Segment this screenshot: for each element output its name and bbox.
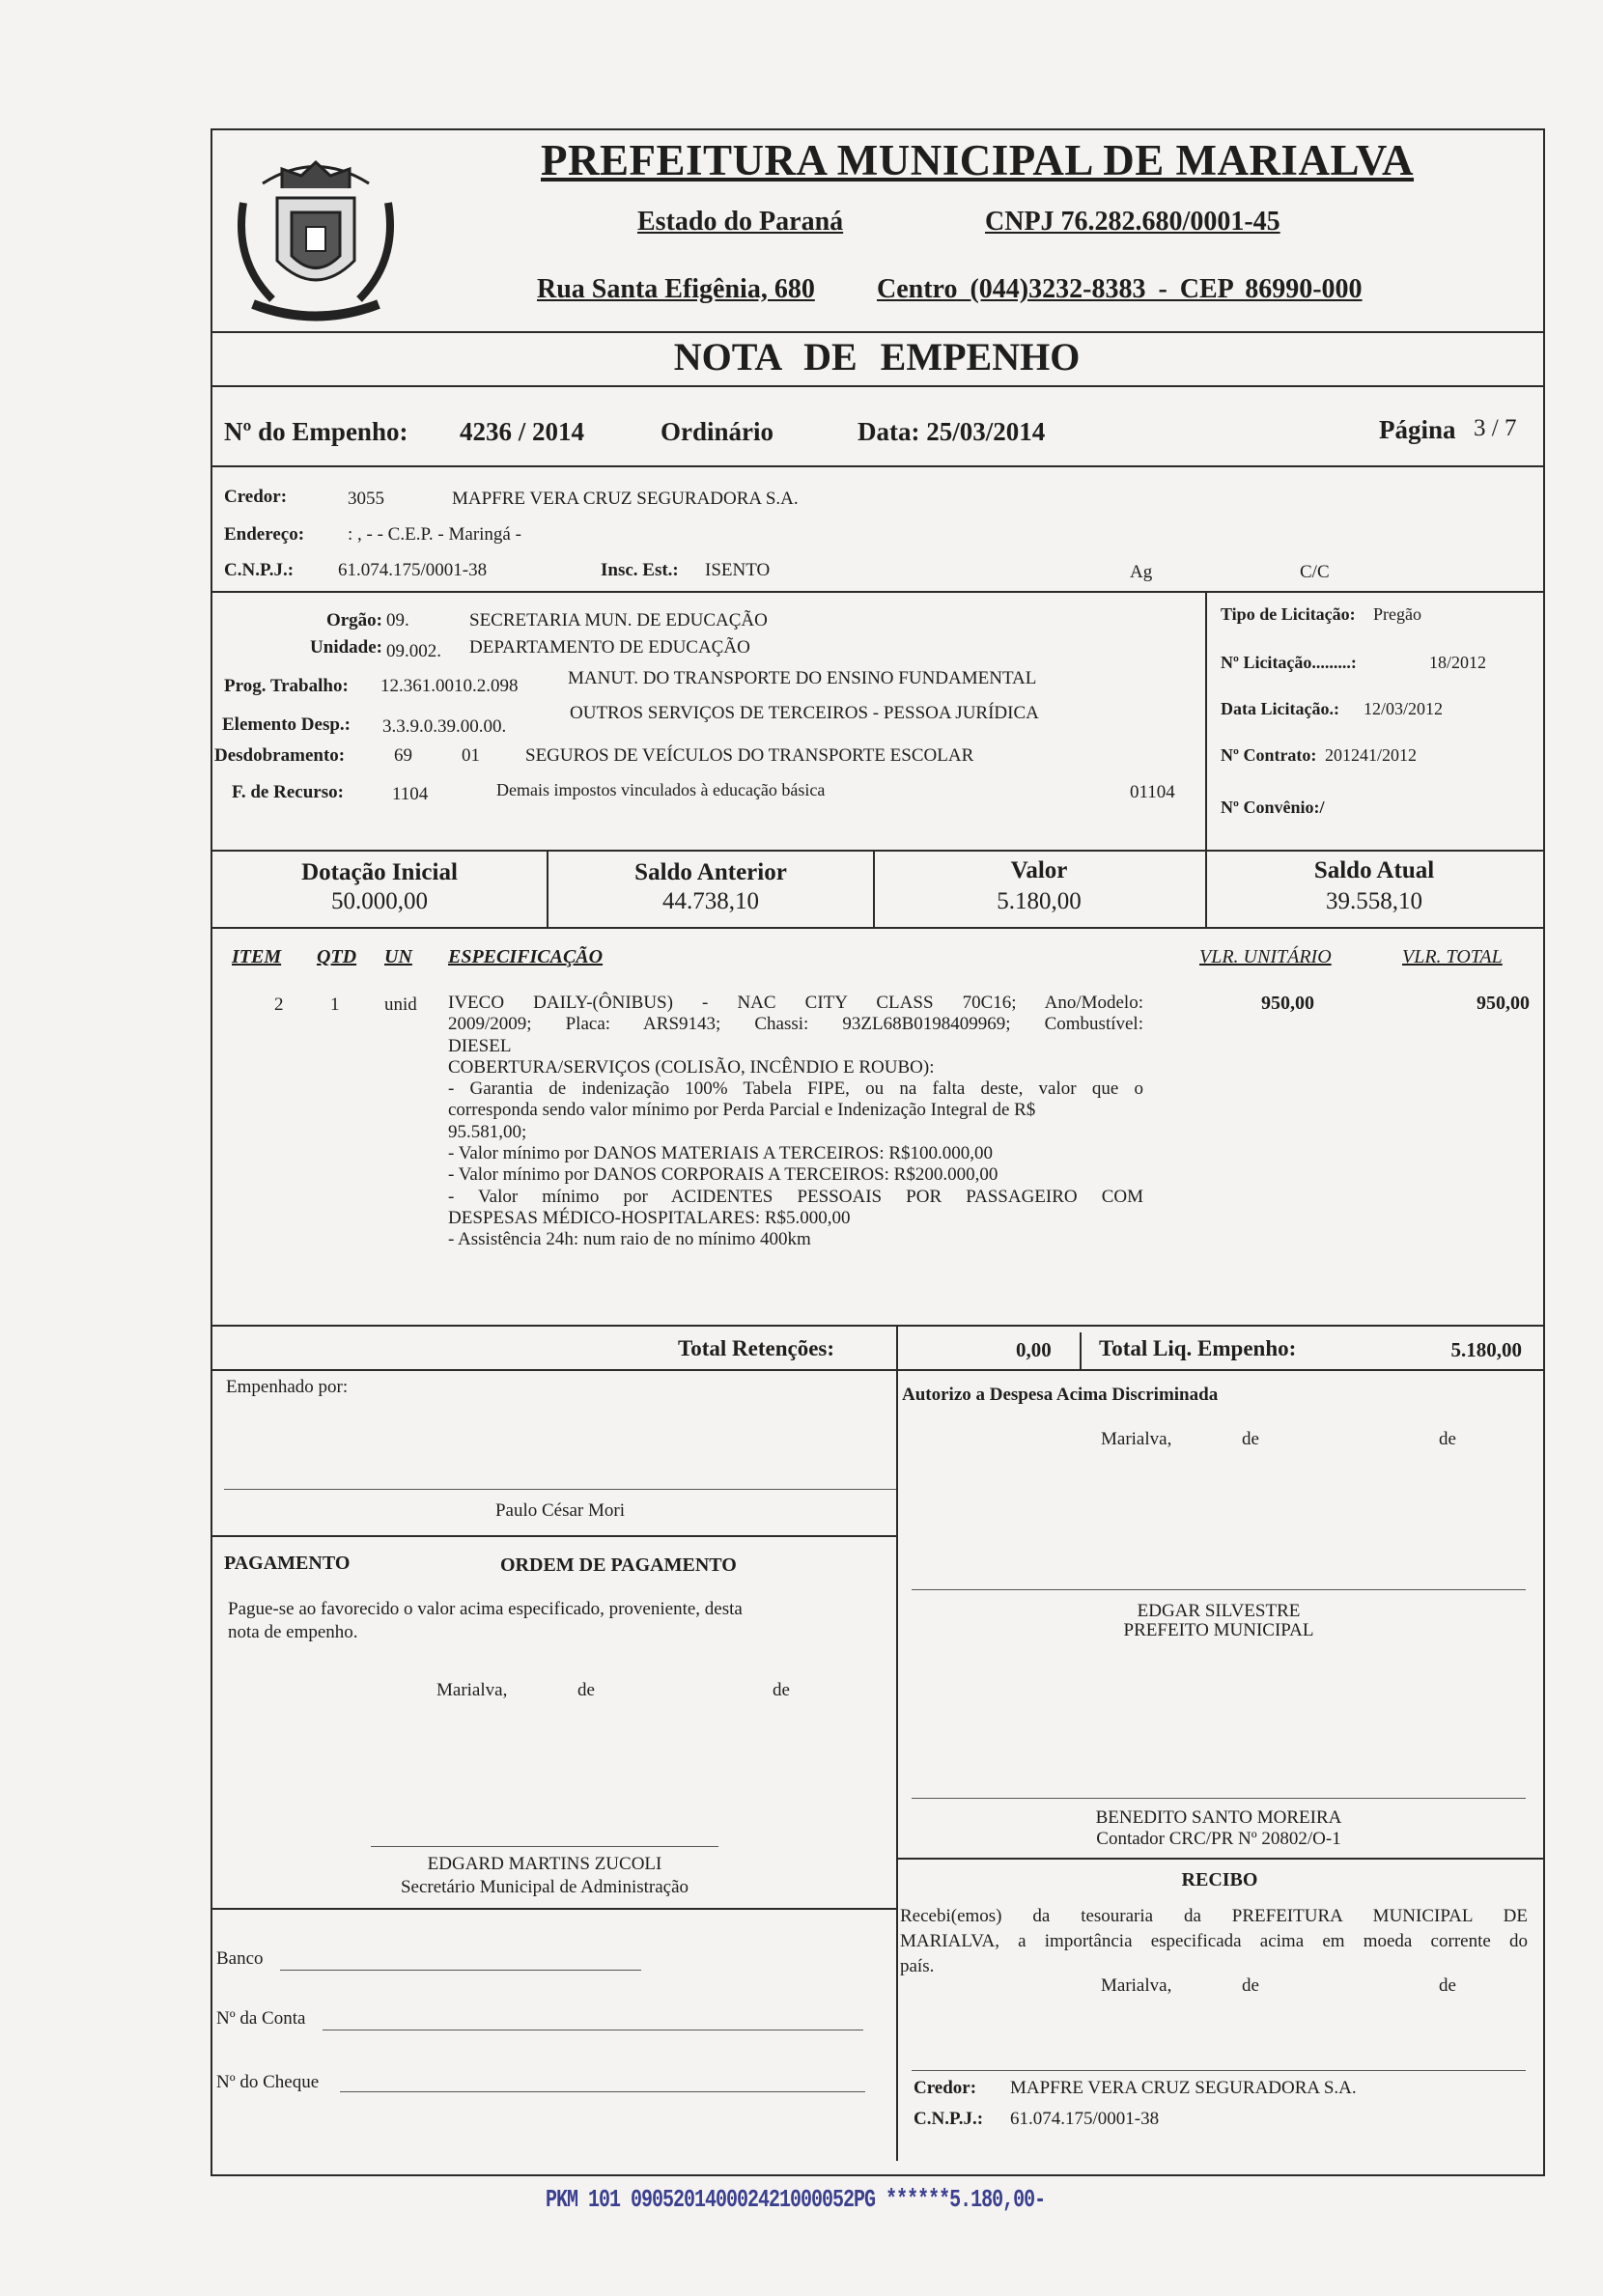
contador-title: Contador CRC/PR Nº 20802/O-1	[1096, 1829, 1341, 1849]
recibo-de-2: de	[1439, 1975, 1456, 1996]
autorizo-city: Marialva,	[1101, 1429, 1172, 1449]
spec-line: 95.581,00;	[448, 1121, 527, 1142]
recibo-cnpj-value: 61.074.175/0001-38	[1010, 2109, 1160, 2129]
ordem-pagamento-label: ORDEM DE PAGAMENTO	[500, 1554, 737, 1576]
orgao-code: 09.	[386, 610, 409, 630]
credor-cnpj-value: 61.074.175/0001-38	[338, 560, 488, 580]
endereco-value: : , - - C.E.P. - Maringá -	[348, 524, 521, 545]
item-specification	[448, 993, 1143, 1251]
unidade-value: DEPARTAMENTO DE EDUCAÇÃO	[469, 637, 750, 658]
secretario-name: EDGARD MARTINS ZUCOLI	[427, 1854, 662, 1874]
total-liquido-label: Total Liq. Empenho:	[1099, 1336, 1297, 1360]
desdobramento-label: Desdobramento:	[214, 745, 346, 766]
recibo-credor-label: Credor:	[914, 2078, 977, 2098]
contrato-value: 201241/2012	[1325, 745, 1418, 765]
valor-value: 5.180,00	[997, 888, 1082, 914]
autorizo-de-1: de	[1242, 1429, 1259, 1449]
saldo-atual-label: Saldo Atual	[1313, 857, 1435, 883]
empenho-number: 4236 / 2014	[460, 417, 585, 446]
prefeito-title: PREFEITO MUNICIPAL	[1123, 1620, 1314, 1640]
recurso-value: Demais impostos vinculados à educação básica	[496, 780, 826, 799]
unidade-label: Unidade:	[310, 637, 382, 658]
desdobramento-value: SEGUROS DE VEÍCULOS DO TRANSPORTE ESCOLAR	[525, 745, 974, 766]
num-licitacao-label: Nº Licitação.........:	[1221, 653, 1357, 672]
saldo-anterior-value: 44.738,10	[662, 888, 759, 914]
dotacao-value: 50.000,00	[331, 888, 428, 914]
orgao-label: Orgão:	[325, 610, 382, 630]
saldo-anterior-label: Saldo Anterior	[634, 859, 787, 885]
tipo-licitacao-label: Tipo de Licitação:	[1221, 604, 1356, 624]
state-label: Estado do Paraná	[637, 207, 844, 237]
recibo-de-1: de	[1242, 1975, 1259, 1996]
pague-text-1: Pague-se ao favorecido o valor acima especificado, proveniente, desta	[228, 1599, 743, 1619]
recibo-credor-value: MAPFRE VERA CRUZ SEGURADORA S.A.	[1010, 2078, 1357, 2098]
item-un: unid	[384, 994, 417, 1015]
empenhado-por-name: Paulo César Mori	[494, 1500, 626, 1521]
desdobramento-sub: 01	[462, 745, 480, 766]
footer-print-code: PKM 101 090520140002421000052PG ******5.180,00-	[546, 2186, 1046, 2215]
pagamento-city: Marialva,	[436, 1680, 508, 1700]
page-title: PREFEITURA MUNICIPAL DE MARIALVA	[541, 136, 1415, 184]
item-total-value: 950,00	[1476, 993, 1530, 1014]
ag-label: Ag	[1130, 562, 1153, 582]
banco-label: Banco	[216, 1948, 264, 1969]
num-licitacao-value: 18/2012	[1429, 653, 1487, 672]
contrato-label: Nº Contrato:	[1221, 745, 1317, 765]
empenhado-por-label: Empenhado por:	[226, 1377, 349, 1397]
prefeito-name: EDGAR SILVESTRE	[1137, 1601, 1301, 1621]
desdobramento-code: 69	[394, 745, 412, 766]
recibo-cnpj-label: C.N.P.J.:	[914, 2109, 984, 2129]
autorizo-label: Autorizo a Despesa Acima Discriminada	[902, 1385, 1219, 1405]
data-licitacao-label: Data Licitação.:	[1221, 699, 1339, 718]
data-licitacao-value: 12/03/2012	[1364, 699, 1444, 718]
unidade-code: 09.002.	[386, 641, 441, 661]
convenio-label: Nº Convênio:/	[1221, 798, 1325, 817]
spec-line: DESPESAS MÉDICO-HOSPITALARES: R$5.000,00	[448, 1207, 851, 1228]
saldo-atual-value: 39.558,10	[1326, 888, 1422, 914]
spec-line: 2009/2009; Placa: ARS9143; Chassi: 93ZL68B0198409969; Combustível:	[448, 1014, 1143, 1035]
total-retencoes-label: Total Retenções:	[678, 1336, 835, 1360]
spec-line: DIESEL	[448, 1035, 512, 1056]
spec-line: - Valor mínimo por DANOS MATERIAIS A TERCEIROS: R$100.000,00	[448, 1143, 994, 1164]
pagamento-de-2: de	[773, 1680, 790, 1700]
spec-line: COBERTURA/SERVIÇOS (COLISÃO, INCÊNDIO E ROUBO):	[448, 1056, 935, 1078]
address-label: Rua Santa Efigênia, 680	[537, 274, 815, 304]
col-total-value: VLR. TOTAL	[1402, 946, 1503, 967]
page-number: 3 / 7	[1474, 415, 1517, 441]
elemento-value: OUTROS SERVIÇOS DE TERCEIROS - PESSOA JURÍDICA	[570, 703, 1039, 723]
orgao-value: SECRETARIA MUN. DE EDUCAÇÃO	[469, 610, 768, 630]
recurso-code: 1104	[392, 784, 429, 804]
recibo-text-3: país.	[900, 1956, 935, 1976]
spec-line: - Valor mínimo por ACIDENTES PESSOAIS POR PASSAGEIRO COM	[448, 1186, 1143, 1207]
endereco-label: Endereço:	[224, 524, 305, 545]
recibo-city: Marialva,	[1101, 1975, 1172, 1996]
document-title: NOTA DE EMPENHO	[673, 335, 1081, 378]
credor-label: Credor:	[224, 487, 288, 507]
credor-name: MAPFRE VERA CRUZ SEGURADORA S.A.	[452, 489, 799, 509]
pagamento-label: PAGAMENTO	[224, 1553, 351, 1574]
recurso-label: F. de Recurso:	[232, 782, 344, 802]
recurso-code2: 01104	[1130, 782, 1175, 802]
spec-line: - Assistência 24h: num raio de no mínimo 400km	[448, 1229, 811, 1250]
contador-name: BENEDITO SANTO MOREIRA	[1095, 1807, 1342, 1828]
coat-of-arms-icon	[224, 145, 408, 338]
insc-value: ISENTO	[705, 560, 771, 580]
col-un: UN	[384, 946, 412, 967]
valor-label: Valor	[1010, 857, 1068, 883]
secretario-title: Secretário Municipal de Administração	[400, 1877, 689, 1897]
prog-code: 12.361.0010.2.098	[380, 676, 519, 696]
cnpj-label: CNPJ 76.282.680/0001-45	[985, 207, 1280, 237]
spec-line: IVECO DAILY-(ÔNIBUS) - NAC CITY CLASS 70C16; Ano/Modelo:	[448, 993, 1143, 1013]
insc-label: Insc. Est.:	[601, 560, 679, 580]
item-unit-value: 950,00	[1261, 993, 1314, 1014]
tipo-licitacao-value: Pregão	[1373, 604, 1421, 624]
page-label: Página	[1379, 415, 1456, 444]
empenho-date: Data: 25/03/2014	[858, 417, 1046, 446]
credor-code: 3055	[348, 489, 384, 509]
elemento-label: Elemento Desp.:	[222, 714, 351, 735]
credor-cnpj-label: C.N.P.J.:	[224, 560, 295, 580]
col-qtd: QTD	[317, 946, 357, 967]
recibo-text-1: Recebi(emos) da tesouraria da PREFEITURA MUNICIPAL DE	[900, 1906, 1528, 1926]
autorizo-de-2: de	[1439, 1429, 1456, 1449]
spec-line: - Garantia de indenização 100% Tabela FIPE, ou na falta deste, valor que o	[448, 1078, 1143, 1100]
col-unit-value: VLR. UNITÁRIO	[1199, 946, 1332, 967]
dotacao-label: Dotação Inicial	[301, 859, 458, 885]
recibo-text-2: MARIALVA, a importância especificada acima em moeda corrente do	[900, 1931, 1528, 1951]
prog-label: Prog. Trabalho:	[224, 676, 349, 696]
item-number: 2	[274, 994, 284, 1015]
conta-label: Nº da Conta	[216, 2008, 306, 2029]
item-qtd: 1	[330, 994, 340, 1015]
total-retencoes-value: 0,00	[1016, 1338, 1052, 1361]
spec-line: - Valor mínimo por DANOS CORPORAIS A TERCEIROS: R$200.000,00	[448, 1164, 998, 1186]
cheque-label: Nº do Cheque	[216, 2072, 320, 2092]
col-item: ITEM	[232, 946, 282, 967]
total-liquido-value: 5.180,00	[1450, 1338, 1522, 1361]
recibo-label: RECIBO	[1181, 1869, 1258, 1890]
elemento-code: 3.3.9.0.39.00.00.	[382, 716, 507, 737]
pagamento-de-1: de	[577, 1680, 595, 1700]
empenho-type: Ordinário	[661, 417, 774, 446]
spec-line: corresponda sendo valor mínimo por Perda Parcial e Indenização Integral de R$	[448, 1100, 1036, 1121]
pague-text-2: nota de empenho.	[228, 1622, 358, 1642]
cc-label: C/C	[1300, 562, 1330, 582]
district-phone-label: Centro (044)3232-8383 - CEP 86990-000	[877, 274, 1363, 304]
col-spec: ESPECIFICAÇÃO	[448, 946, 604, 967]
empenho-number-label: Nº do Empenho:	[224, 417, 408, 446]
prog-value: MANUT. DO TRANSPORTE DO ENSINO FUNDAMENTAL	[568, 668, 1037, 688]
